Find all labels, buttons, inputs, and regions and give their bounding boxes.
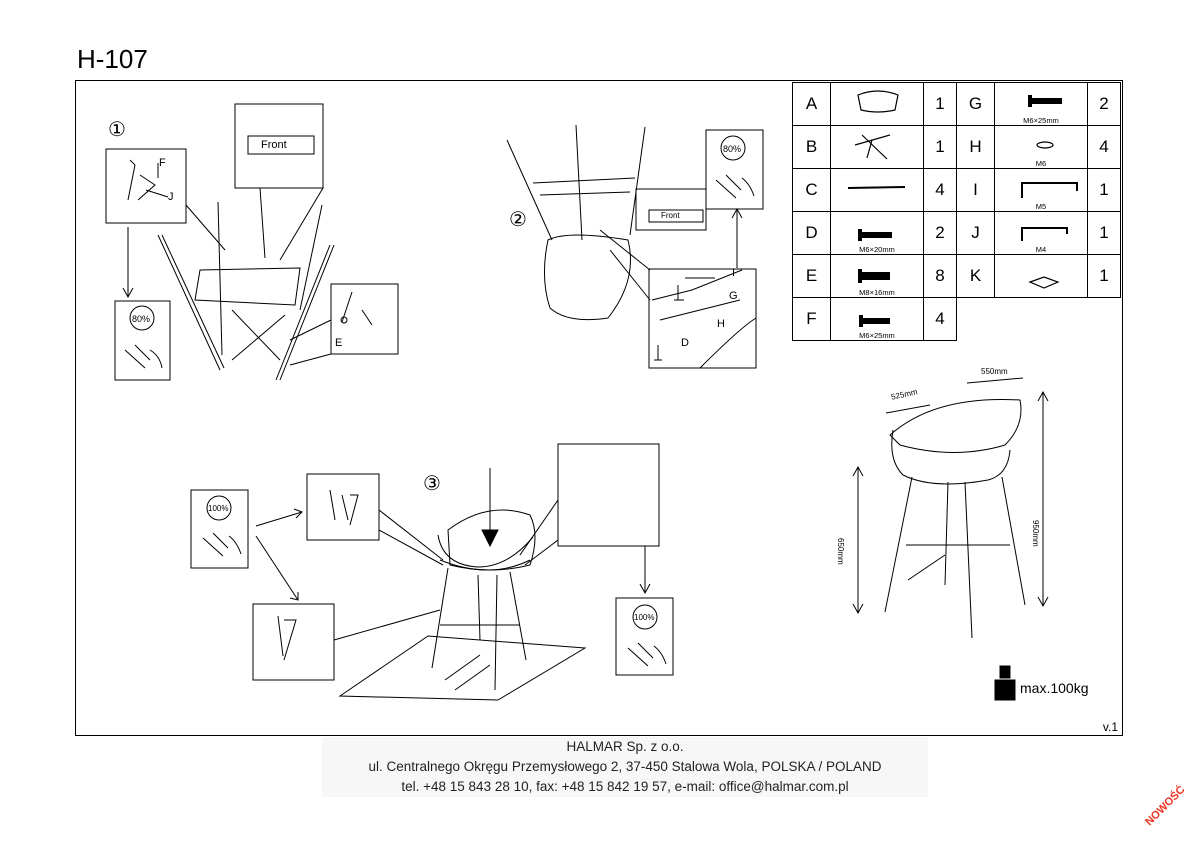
new-badge: NOWOŚĆ <box>1143 783 1188 829</box>
dim-width: 550mm <box>981 367 1008 376</box>
step-2-number: ② <box>509 209 527 231</box>
part-letter: C <box>793 169 831 212</box>
part-icon-cell: M4 <box>995 212 1088 255</box>
table-row <box>793 298 1121 341</box>
callout-j: J <box>168 191 174 203</box>
part-qty: 8 <box>924 255 957 298</box>
table-row <box>793 126 1121 169</box>
part-icon-cell <box>831 126 924 169</box>
dim-seat-height: 650mm <box>836 538 845 565</box>
callout-g: G <box>729 290 738 302</box>
part-icon-cell: M6 <box>995 126 1088 169</box>
part-icon-cell: M6×25mm <box>995 83 1088 126</box>
part-letter: A <box>793 83 831 126</box>
part-icon-cell <box>831 169 924 212</box>
part-letter: G <box>957 83 995 126</box>
callout-d: D <box>681 337 689 349</box>
part-icon-cell <box>831 83 924 126</box>
company-footer <box>322 737 928 797</box>
callout-f: F <box>159 157 166 169</box>
part-letter: J <box>957 212 995 255</box>
part-icon-cell: M5 <box>995 169 1088 212</box>
table-row <box>793 212 1121 255</box>
part-letter: H <box>957 126 995 169</box>
company-name: HALMAR Sp. z o.o. <box>566 739 684 754</box>
part-letter: K <box>957 255 995 298</box>
part-qty: 2 <box>924 212 957 255</box>
callout-i: I <box>732 267 736 279</box>
table-row <box>793 169 1121 212</box>
dim-depth: 525mm <box>890 387 919 402</box>
part-qty: 2 <box>1088 83 1121 126</box>
company-address: ul. Centralnego Okręgu Przemysłowego 2, 37-450 Stalowa Wola, POLSKA / POLAND <box>368 759 882 774</box>
parts-table <box>792 82 1121 341</box>
tighten-100-step3b: 100% <box>634 613 655 622</box>
front-label-2: Front <box>661 211 680 220</box>
tighten-100-step3a: 100% <box>208 504 229 513</box>
front-label-1: Front <box>261 139 287 151</box>
tighten-80-step2: 80% <box>723 144 742 154</box>
table-row <box>793 255 1121 298</box>
table-row <box>793 83 1121 126</box>
company-contact: tel. +48 15 843 28 10, fax: +48 15 842 19 57, e-mail: office@halmar.com.pl <box>401 779 849 794</box>
part-letter: I <box>957 169 995 212</box>
part-letter: E <box>793 255 831 298</box>
part-letter: F <box>793 298 831 341</box>
step-3-number: ③ <box>423 473 441 495</box>
part-qty: 1 <box>924 126 957 169</box>
callout-e: E <box>335 337 343 349</box>
part-qty: 4 <box>924 298 957 341</box>
part-letter: D <box>793 212 831 255</box>
version-label: v.1 <box>1102 720 1118 734</box>
part-icon-cell: M6×25mm <box>831 298 924 341</box>
part-qty: 4 <box>924 169 957 212</box>
part-qty: 1 <box>1088 169 1121 212</box>
part-qty: 1 <box>1088 255 1121 298</box>
part-letter: B <box>793 126 831 169</box>
tighten-80-step1: 80% <box>132 314 151 324</box>
part-qty: 1 <box>1088 212 1121 255</box>
dim-height: 950mm <box>1031 520 1040 547</box>
part-qty: 4 <box>1088 126 1121 169</box>
max-load-label: max.100kg <box>1020 680 1089 696</box>
part-icon-cell: M8×16mm <box>831 255 924 298</box>
step-1-number: ① <box>108 119 126 141</box>
part-icon-cell: M6×20mm <box>831 212 924 255</box>
part-qty: 1 <box>924 83 957 126</box>
callout-h: H <box>717 318 725 330</box>
part-icon-cell <box>995 255 1088 298</box>
page-title: H-107 <box>77 44 148 74</box>
